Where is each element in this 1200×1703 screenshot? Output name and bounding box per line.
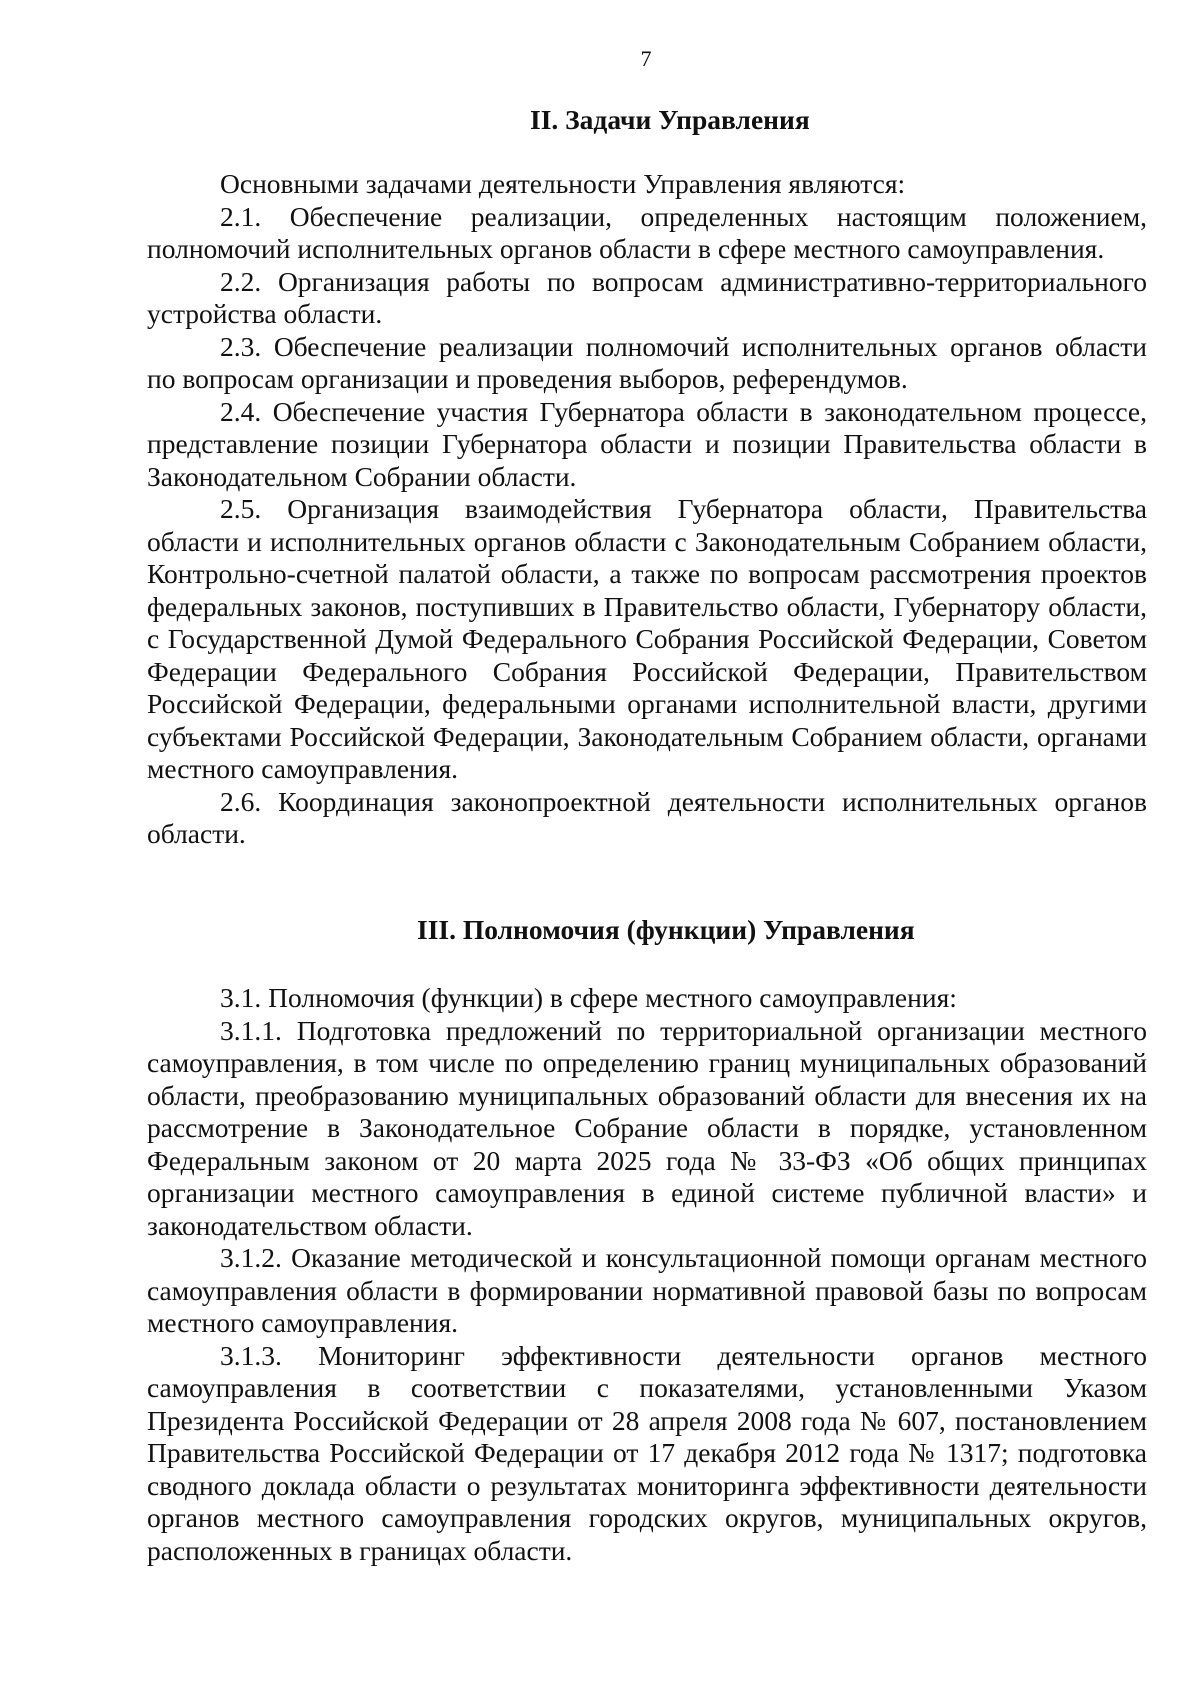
section-2-heading: II. Задачи Управления [530, 104, 810, 135]
section-2-body [147, 168, 1147, 851]
paragraph-2-5: 2.5. Организация взаимодействия Губернатора области, Правительства области и исполнительных органов области с Законодательным Собранием области, Контрольно-счетной палатой области, а также по вопросам рассмотрения проектов федеральных законов, поступивших в Правительство области, Губернатору области, с Государственной Думой Федерального Собрания Российской Федерации, Советом Федерации Федерального Собрания Российской Федерации, Правительством Российской Федерации, федеральными органами исполнительной власти, другими субъектами Российской Федерации, Законодательным Собранием области, органами местного самоуправления. [147, 493, 1147, 784]
section-3-body [147, 982, 1147, 1567]
paragraph-3-1-1: 3.1.1. Подготовка предложений по территориальной организации местного самоуправления, в том числе по определению границ муниципальных образований области, преобразованию муниципальных образований области для внесения их на рассмотрение в Законодательное Собрание области в порядке, установленном Федеральным законом от 20 марта 2025 года № 33-ФЗ «Об общих принципах организации местного самоуправления в единой системе публичной власти» и законодательством области. [147, 1014, 1147, 1241]
paragraph-3-1-2: 3.1.2. Оказание методической и консультационной помощи органам местного самоуправления области в формировании нормативной правовой базы по вопросам местного самоуправления. [147, 1242, 1147, 1338]
paragraph-2-3: 2.3. Обеспечение реализации полномочий исполнительных органов области по вопросам организации и проведения выборов, референдумов. [147, 330, 1147, 394]
section-3-intro: 3.1. Полномочия (функции) в сфере местного самоуправления: [220, 982, 957, 1013]
page-number: 7 [640, 46, 652, 71]
paragraph-2-6: 2.6. Координация законопроектной деятельности исполнительных органов области. [147, 785, 1147, 849]
section-3-heading: III. Полномочия (функции) Управления [417, 914, 915, 945]
paragraph-2-1: 2.1. Обеспечение реализации, определенных настоящим положением, полномочий исполнительных органов области в сфере местного самоуправления. [147, 200, 1147, 264]
section-2-intro: Основными задачами деятельности Управления являются: [220, 168, 906, 199]
paragraph-2-2: 2.2. Организация работы по вопросам административно-территориального устройства области. [147, 265, 1147, 329]
paragraph-2-4: 2.4. Обеспечение участия Губернатора области в законодательном процессе, представление позиции Губернатора области и позиции Правительства области в Законодательном Собрании области. [147, 395, 1147, 492]
paragraph-3-1-3: 3.1.3. Мониторинг эффективности деятельности органов местного самоуправления в соответствии с показателями, установленными Указом Президента Российской Федерации от 28 апреля 2008 года № 607, постановлением Правительства Российской Федерации от 17 декабря 2012 года № 1317; подготовка сводного доклада области о результатах мониторинга эффективности деятельности органов местного самоуправления городских округов, муниципальных округов, расположенных в границах области. [147, 1339, 1147, 1566]
